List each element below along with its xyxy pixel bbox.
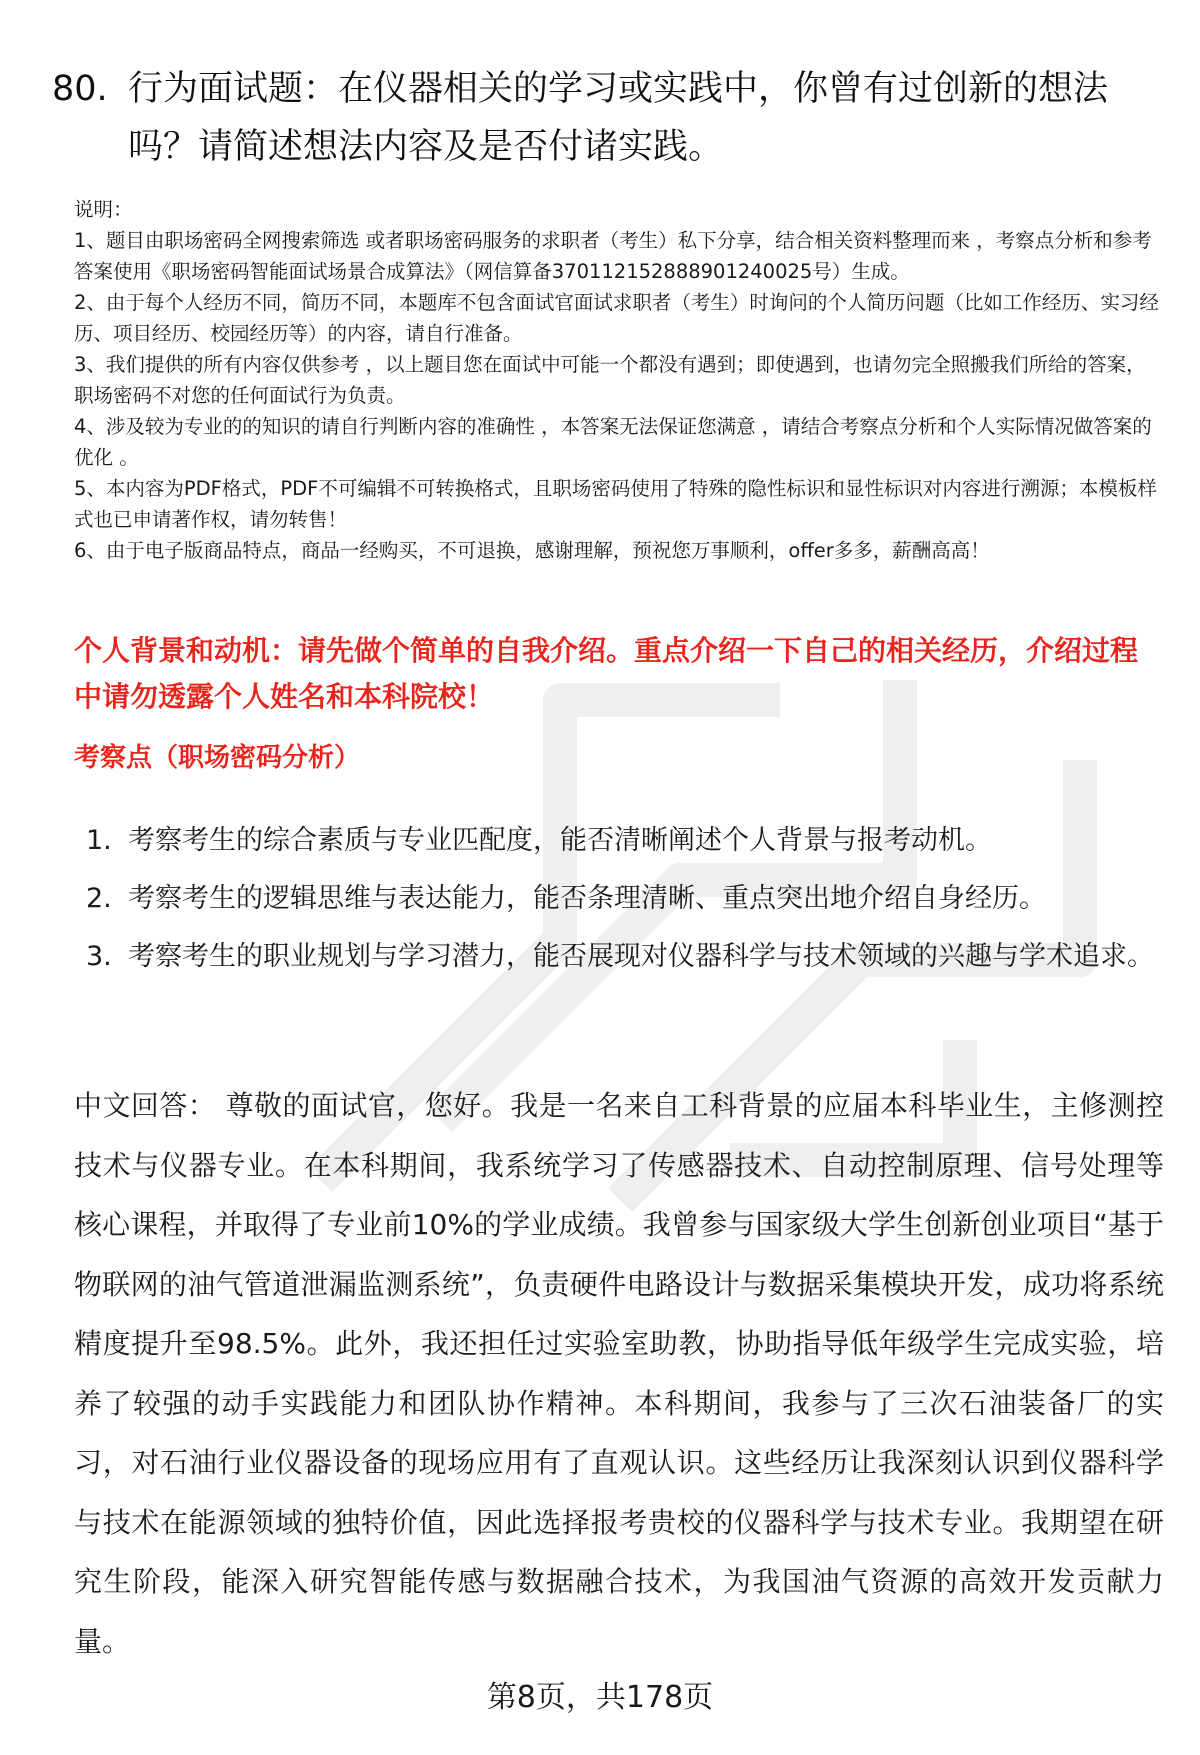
- assessment-point: [74, 812, 1164, 870]
- question-text: 行为面试题：在仪器相关的学习或实践中，你曾有过创新的想法吗？请简述想法内容及是否付诸实践。: [128, 69, 1109, 167]
- assessment-point: [74, 928, 1164, 986]
- question-title: [52, 60, 1152, 176]
- notes-heading: 说明：: [74, 198, 133, 221]
- note-item: 5、本内容为PDF格式，PDF不可编辑不可转换格式，且职场密码使用了特殊的隐性标识和显性标识对内容进行溯源；本模板样式也已申请著作权，请勿转售！: [74, 477, 1157, 531]
- point-text: 考察考生的逻辑思维与表达能力，能否条理清晰、重点突出地介绍自身经历。: [128, 883, 1046, 914]
- point-text: 考察考生的职业规划与学习潜力，能否展现对仪器科学与技术领域的兴趣与学术追求。: [128, 941, 1154, 972]
- point-index: 1.: [86, 825, 112, 856]
- note-item: 3、我们提供的所有内容仅供参考 ，以上题目您在面试中可能一个都没有遇到；即使遇到，也请勿完全照搬我们所给的答案，职场密码不对您的任何面试行为负责。: [74, 353, 1146, 407]
- question-number: 80.: [52, 69, 108, 109]
- assessment-point: [74, 870, 1164, 928]
- answer-text: 中文回答： 尊敬的面试官，您好。我是一名来自工科背景的应届本科毕业生，主修测控技术与仪器专业。在本科期间，我系统学习了传感器技术、自动控制原理、信号处理等核心课程，并取得了专业前10%的学业成绩。我曾参与国家级大学生创新创业项目“基于物联网的油气管道泄漏监测系统”，负责硬件电路设计与数据采集模块开发，成功将系统精度提升至98.5%。此外，我还担任过实验室助教，协助指导低年级学生完成实验，培养了较强的动手实践能力和团队协作精神。本科期间，我参与了三次石油装备厂的实习，对石油行业仪器设备的现场应用有了直观认识。这些经历让我深刻认识到仪器科学与技术在能源领域的独特价值，因此选择报考贵校的仪器科学与技术专业。我期望在研究生阶段，能深入研究智能传感与数据融合技术，为我国油气资源的高效开发贡献力量。: [74, 1089, 1164, 1658]
- page-number: 第8页，共178页: [486, 1680, 714, 1715]
- interview-prompt: 个人背景和动机：请先做个简单的自我介绍。重点介绍一下自己的相关经历，介绍过程中请勿透露个人姓名和本科院校！: [74, 634, 1139, 713]
- note-item: 4、涉及较为专业的的知识的请自行判断内容的准确性 ，本答案无法保证您满意 ，请结合考察点分析和个人实际情况做答案的优化 。: [74, 415, 1152, 469]
- point-index: 2.: [86, 883, 112, 914]
- note-item: 1、题目由职场密码全网搜索筛选 或者职场密码服务的求职者（考生）私下分享，结合相关资料整理而来 ，考察点分析和参考答案使用《职场密码智能面试场景合成算法》（网信算备370112152888901240025号）生成。: [74, 229, 1152, 283]
- assessment-points: [74, 812, 1164, 986]
- point-text: 考察考生的综合素质与专业匹配度，能否清晰阐述个人背景与报考动机。: [128, 825, 992, 856]
- disclaimer-notes: [74, 194, 1164, 566]
- assessment-heading: 考察点（职场密码分析）: [74, 743, 361, 773]
- note-item: 6、由于电子版商品特点，商品一经购买，不可退换，感谢理解，预祝您万事顺利，offer多多，薪酬高高！: [74, 539, 990, 562]
- point-index: 3.: [86, 941, 112, 972]
- note-item: 2、由于每个人经历不同，简历不同，本题库不包含面试官面试求职者（考生）时询问的个人简历问题（比如工作经历、实习经历、项目经历、校园经历等）的内容，请自行准备。: [74, 291, 1159, 345]
